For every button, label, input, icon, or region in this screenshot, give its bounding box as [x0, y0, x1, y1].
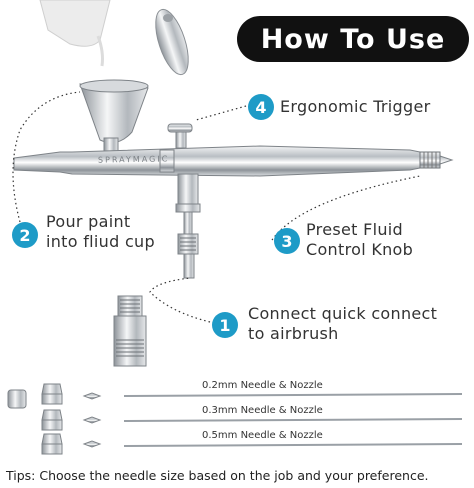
leader-trigger [196, 106, 246, 120]
callout-4-badge: 4 [248, 94, 274, 120]
needle-label-0-3mm: 0.3mm Needle & Nozzle [202, 405, 323, 416]
callout-1-badge: 1 [212, 312, 238, 338]
callout-3-label-line1: Preset Fluid [306, 220, 403, 239]
airbrush-body [14, 146, 452, 176]
gravity-cup [80, 80, 148, 156]
quick-connect [114, 296, 146, 366]
leader-connect [150, 278, 210, 322]
callout-2-badge: 2 [12, 222, 38, 248]
nozzles [84, 393, 100, 447]
needle-label-0-5mm: 0.5mm Needle & Nozzle [202, 430, 323, 441]
air-valve [176, 174, 200, 278]
callout-leaders [13, 92, 420, 322]
cup-lid [149, 6, 195, 79]
airbrush-engraving: SPRAYMAGIC [97, 154, 170, 165]
callout-4-label: Ergonomic Trigger [280, 97, 431, 116]
trigger [168, 124, 192, 148]
needle-label-0-2mm: 0.2mm Needle & Nozzle [202, 380, 323, 391]
paint-container [40, 0, 110, 66]
callout-2-label-line1: Pour paint [46, 212, 131, 231]
callout-1-label-line2: to airbrush [248, 324, 339, 343]
page-title: How To Use [237, 16, 469, 62]
tips-text: Tips: Choose the needle size based on the job and your preference. [6, 468, 429, 483]
callout-2-label-line2: into fliud cup [46, 232, 155, 251]
callout-3-label-line2: Control Knob [306, 240, 414, 259]
callout-3-badge: 3 [274, 228, 300, 254]
nozzle-caps [8, 384, 62, 454]
callout-1-label-line1: Connect quick connect [248, 304, 438, 323]
